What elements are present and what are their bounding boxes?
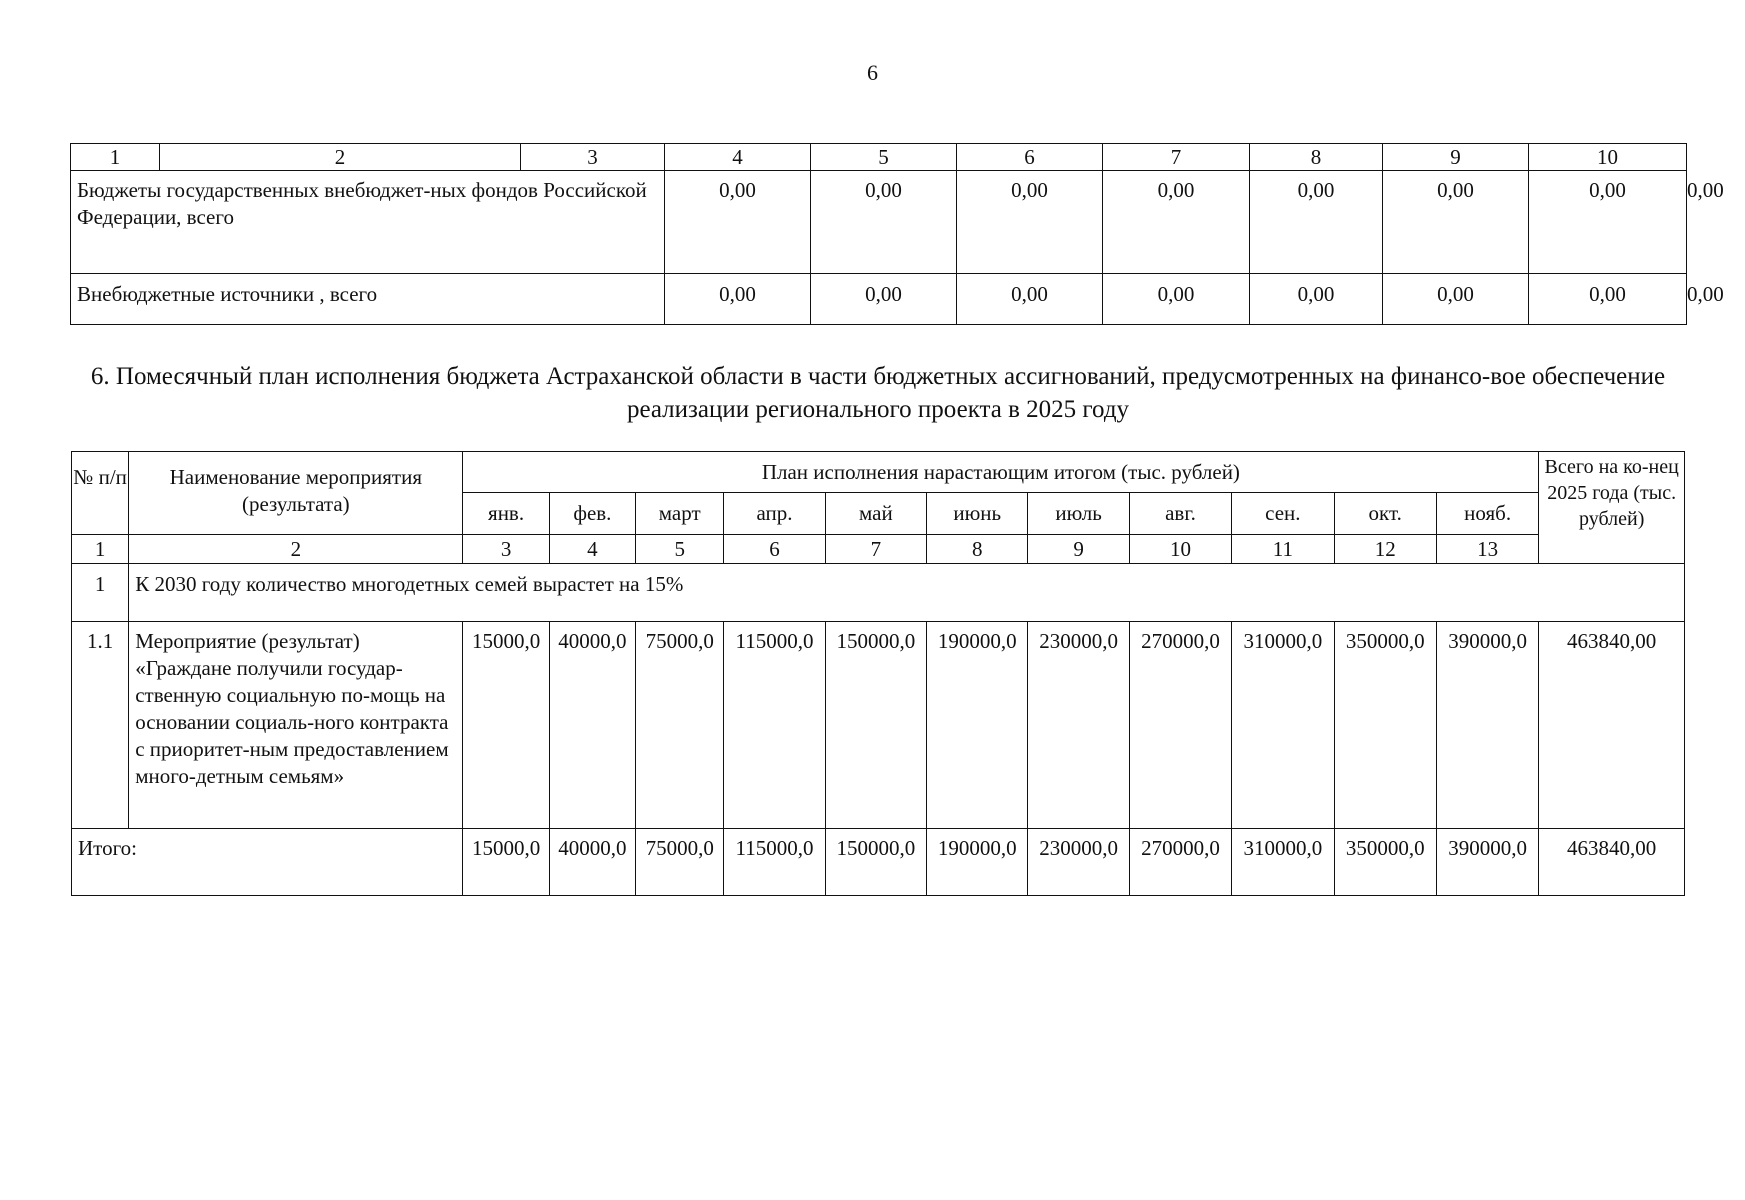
monthly-plan-table bbox=[71, 451, 1685, 896]
table-row: Бюджеты государственных внебюджет-ных фондов Российской Федерации, всего 0,00 0,00 0,00 0,00 0,00 0,00 0,00 0,00 bbox=[71, 171, 1687, 274]
total-value: 190000,0 bbox=[927, 829, 1028, 896]
cell-value: 0,00 bbox=[957, 171, 1103, 274]
total-value: 75000,0 bbox=[636, 829, 724, 896]
column-number: 11 bbox=[1232, 535, 1334, 564]
cell-value: 0,00 bbox=[1103, 171, 1250, 274]
cell-value: 75000,0 bbox=[636, 622, 724, 829]
column-number: 1 bbox=[71, 144, 160, 171]
cell-value: 15000,0 bbox=[463, 622, 549, 829]
cell-value: 0,00 bbox=[1383, 171, 1529, 274]
column-number: 8 bbox=[927, 535, 1028, 564]
cell-value: 0,00 bbox=[811, 171, 957, 274]
column-number: 4 bbox=[549, 535, 635, 564]
column-number: 13 bbox=[1436, 535, 1538, 564]
cell-value: 0,00 bbox=[1250, 274, 1383, 325]
total-value: 390000,0 bbox=[1436, 829, 1538, 896]
cell-value: 310000,0 bbox=[1232, 622, 1334, 829]
cell-value: 0,00 bbox=[1529, 274, 1687, 325]
column-number: 5 bbox=[636, 535, 724, 564]
column-number: 2 bbox=[160, 144, 521, 171]
total-label: Итого: bbox=[72, 829, 463, 896]
column-number: 3 bbox=[463, 535, 549, 564]
month-header: окт. bbox=[1334, 493, 1436, 535]
month-header: июнь bbox=[927, 493, 1028, 535]
column-number: 1 bbox=[72, 535, 129, 564]
total-value: 150000,0 bbox=[825, 829, 926, 896]
table-row: Внебюджетные источники , всего 0,00 0,00 0,00 0,00 0,00 0,00 0,00 0,00 bbox=[71, 274, 1687, 325]
column-number: 9 bbox=[1028, 535, 1129, 564]
table-header-row bbox=[72, 452, 1685, 493]
row-name: Мероприятие (результат) «Граждане получили государ-ственную социальную по-мощь на основании социаль-ного контракта с приоритет-ным предоставлением много-детным семьям» bbox=[129, 622, 463, 829]
cell-value: 0,00 bbox=[1250, 171, 1383, 274]
column-number: 10 bbox=[1529, 144, 1687, 171]
column-numbers-row bbox=[72, 535, 1685, 564]
row-number: 1.1 bbox=[72, 622, 129, 829]
cell-value: 390000,0 bbox=[1436, 622, 1538, 829]
cell-value: 40000,0 bbox=[549, 622, 635, 829]
total-value: 115000,0 bbox=[724, 829, 825, 896]
month-header: май bbox=[825, 493, 926, 535]
month-header: июль bbox=[1028, 493, 1129, 535]
cell-value: 150000,0 bbox=[825, 622, 926, 829]
total-row bbox=[72, 829, 1685, 896]
month-header: апр. bbox=[724, 493, 825, 535]
funding-sources-table bbox=[70, 143, 1724, 325]
grand-total: 463840,00 bbox=[1539, 829, 1685, 896]
column-number: 9 bbox=[1383, 144, 1529, 171]
column-number: 8 bbox=[1250, 144, 1383, 171]
row-total: 463840,00 bbox=[1539, 622, 1685, 829]
column-number: 6 bbox=[724, 535, 825, 564]
column-number: 5 bbox=[811, 144, 957, 171]
cell-value: 0,00 bbox=[665, 171, 811, 274]
cell-value: 230000,0 bbox=[1028, 622, 1129, 829]
month-header: янв. bbox=[463, 493, 549, 535]
cell-value: 0,00 bbox=[1103, 274, 1250, 325]
cell-value: 0,00 bbox=[665, 274, 811, 325]
cell-value: 270000,0 bbox=[1129, 622, 1231, 829]
group-number: 1 bbox=[72, 564, 129, 622]
column-number: 4 bbox=[665, 144, 811, 171]
group-title: К 2030 году количество многодетных семей вырастет на 15% bbox=[129, 564, 1685, 622]
table-header-row bbox=[71, 144, 1687, 171]
column-number: 12 bbox=[1334, 535, 1436, 564]
cell-value: 190000,0 bbox=[927, 622, 1028, 829]
section-title: 6. Помесячный план исполнения бюджета Астраханской области в части бюджетных ассигнований, предусмотренных на финансо-вое обеспечение реализации регионального проекта в 2025 году bbox=[90, 363, 1666, 423]
column-number: 2 bbox=[129, 535, 463, 564]
cell-value: 0,00 bbox=[811, 274, 957, 325]
row-label: Бюджеты государственных внебюджет-ных фондов Российской Федерации, всего bbox=[71, 171, 665, 274]
month-header: март bbox=[636, 493, 724, 535]
total-value: 230000,0 bbox=[1028, 829, 1129, 896]
cell-value: 0,00 bbox=[1383, 274, 1529, 325]
total-value: 15000,0 bbox=[463, 829, 549, 896]
cell-value: 0,00 bbox=[957, 274, 1103, 325]
month-header: авг. bbox=[1129, 493, 1231, 535]
total-value: 310000,0 bbox=[1232, 829, 1334, 896]
cell-value: 0,00 bbox=[1529, 171, 1687, 274]
column-header-number: № п/п bbox=[72, 452, 129, 535]
table-row bbox=[72, 622, 1685, 829]
cell-value: 350000,0 bbox=[1334, 622, 1436, 829]
column-number: 7 bbox=[825, 535, 926, 564]
group-row bbox=[72, 564, 1685, 622]
cell-value: 115000,0 bbox=[724, 622, 825, 829]
column-number: 3 bbox=[521, 144, 665, 171]
total-value: 270000,0 bbox=[1129, 829, 1231, 896]
total-value: 350000,0 bbox=[1334, 829, 1436, 896]
column-number: 10 bbox=[1129, 535, 1231, 564]
month-header: сен. bbox=[1232, 493, 1334, 535]
month-header: фев. bbox=[549, 493, 635, 535]
column-header-name: Наименование мероприятия (результата) bbox=[129, 452, 463, 535]
total-value: 40000,0 bbox=[549, 829, 635, 896]
row-label: Внебюджетные источники , всего bbox=[71, 274, 665, 325]
page-number: 6 bbox=[867, 60, 878, 85]
column-header-total: Всего на ко-нец 2025 года (тыс. рублей) bbox=[1539, 452, 1685, 564]
month-header: нояб. bbox=[1436, 493, 1538, 535]
column-number: 7 bbox=[1103, 144, 1250, 171]
column-header-plan: План исполнения нарастающим итогом (тыс. рублей) bbox=[463, 452, 1539, 493]
column-number: 6 bbox=[957, 144, 1103, 171]
